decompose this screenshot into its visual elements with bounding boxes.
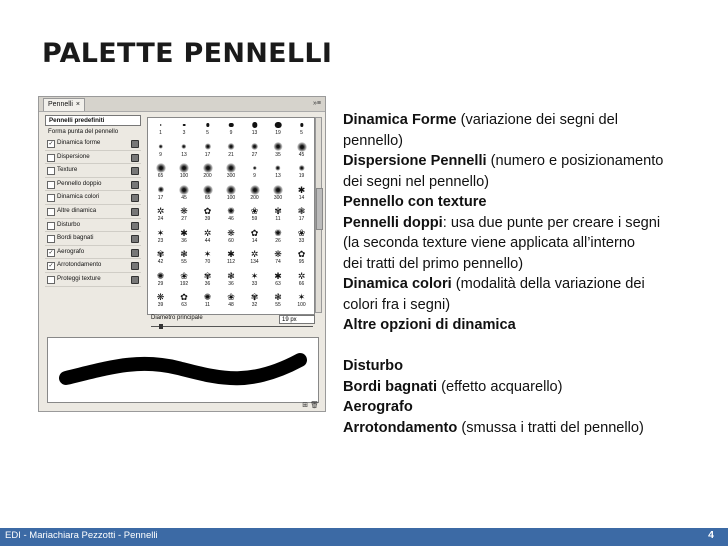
close-icon[interactable]: × — [75, 101, 81, 108]
text-line: Dinamica colori (modalità della variazione dei — [343, 276, 645, 292]
brush-preset[interactable] — [243, 142, 266, 158]
brush-shape-icon: ✺ — [274, 227, 282, 238]
brush-size-label: 100 — [297, 302, 306, 308]
lock-icon[interactable] — [131, 222, 139, 230]
brush-preset[interactable] — [149, 206, 172, 222]
brush-size-label: 60 — [228, 237, 234, 244]
panel-menu-icon[interactable]: »≡ — [313, 100, 321, 107]
brush-size-label: 100 — [179, 173, 189, 179]
brush-preset[interactable] — [196, 120, 219, 136]
brush-size-label: 300 — [273, 194, 283, 201]
option-item[interactable] — [45, 273, 141, 287]
brush-preset[interactable] — [149, 120, 172, 136]
brush-size-label: 112 — [227, 259, 235, 265]
brush-tip-icon — [274, 142, 283, 151]
brush-size-label: 59 — [251, 216, 258, 222]
option-label: Bordi bagnati — [57, 234, 94, 242]
brush-tip-icon — [275, 122, 282, 129]
brush-size-label: 32 — [251, 302, 258, 308]
panel-tab-bar — [39, 97, 325, 112]
brush-preset[interactable] — [220, 120, 243, 136]
brush-preset[interactable] — [173, 271, 196, 287]
brush-size-label: 33 — [298, 237, 305, 244]
text-line: Pennelli doppi: usa due punte per creare i segni — [343, 214, 661, 231]
option-label: Texture — [57, 166, 78, 174]
brush-tip-icon — [157, 186, 163, 192]
option-checkbox[interactable]: ✓ — [48, 249, 54, 256]
brush-preset[interactable] — [196, 271, 219, 287]
tip-shape-item[interactable]: Forma punta del pennello — [48, 128, 119, 135]
option-item[interactable] — [45, 151, 141, 165]
brush-shape-icon: ❃ — [227, 270, 235, 281]
text-line: Dinamica Forme (variazione dei segni del — [343, 112, 618, 128]
brush-size-label: 95 — [298, 259, 305, 265]
brush-shape-icon: ❀ — [227, 292, 235, 302]
brush-size-label: 44 — [204, 237, 211, 244]
brush-preset[interactable] — [149, 292, 172, 308]
brush-size-label: 45 — [298, 151, 305, 158]
brush-size-label: 14 — [251, 237, 258, 244]
brush-size-label: 74 — [275, 259, 281, 265]
brush-preset[interactable] — [220, 206, 243, 222]
brush-size-label: 13 — [251, 130, 258, 136]
brush-preset[interactable] — [220, 142, 243, 158]
brush-tip-icon — [179, 163, 189, 173]
brush-preset[interactable] — [220, 249, 243, 265]
lock-icon[interactable] — [131, 262, 139, 270]
brush-tip-icon — [300, 123, 303, 126]
brush-preset[interactable] — [173, 292, 196, 308]
brush-preset[interactable] — [243, 271, 266, 287]
brush-shape-icon: ✲ — [203, 227, 212, 238]
description-text — [343, 110, 713, 438]
brush-preset[interactable] — [173, 185, 196, 201]
option-checkbox[interactable] — [47, 222, 55, 230]
brush-preset[interactable] — [149, 142, 172, 158]
brush-size-label: 17 — [204, 151, 211, 158]
brush-size-label: 5 — [206, 130, 209, 136]
brush-tip-icon — [251, 143, 259, 151]
brush-shape-icon: ❀ — [250, 206, 259, 216]
text-line: Arrotondamento (smussa i tratti del pennello) — [343, 419, 644, 436]
brush-shape-icon: ✺ — [227, 206, 235, 216]
brush-size-label: 39 — [204, 216, 211, 222]
brush-size-label: 24 — [157, 216, 164, 222]
brush-shape-icon: ❀ — [297, 227, 306, 238]
brush-preset[interactable] — [243, 292, 266, 308]
text-line: Bordi bagnati (effetto acquarello) — [343, 378, 563, 395]
brush-tip-icon — [156, 163, 166, 173]
brush-preset[interactable] — [173, 206, 196, 222]
brush-size-label: 45 — [181, 194, 187, 201]
brush-size-label: 134 — [250, 259, 259, 265]
brush-shape-icon: ✶ — [156, 227, 165, 238]
brush-preset[interactable] — [173, 120, 196, 136]
brush-size-label: 36 — [181, 237, 187, 244]
brush-preset[interactable] — [290, 163, 313, 179]
brush-tip-icon — [250, 185, 260, 195]
brush-tip-icon — [297, 142, 307, 152]
option-item[interactable] — [45, 205, 141, 219]
text-line: (la seconda texture viene applicata all’interno — [343, 235, 636, 251]
brush-preset[interactable] — [196, 185, 219, 201]
brush-shape-icon: ✲ — [156, 206, 165, 216]
text-line: Disturbo — [343, 358, 403, 374]
option-item[interactable] — [45, 137, 141, 151]
brush-preset[interactable] — [196, 249, 219, 265]
brush-size-label: 27 — [181, 216, 187, 222]
brush-size-label: 11 — [204, 302, 211, 308]
brush-size-label: 27 — [251, 151, 258, 158]
brush-size-label: 65 — [157, 173, 164, 179]
brush-preset-grid — [147, 117, 315, 315]
brush-size-label: 21 — [228, 151, 234, 158]
brush-preset[interactable] — [220, 292, 243, 308]
brush-preset[interactable] — [267, 228, 290, 244]
brush-size-label: 3 — [182, 130, 186, 136]
text-line: Dispersione Pennelli (numero e posizionamento — [343, 153, 664, 169]
brush-tip-icon — [204, 143, 210, 149]
brush-size-label: 36 — [228, 280, 234, 287]
text-line: colori fra i segni) — [343, 296, 451, 313]
text-line: Pennello con texture — [343, 194, 487, 210]
brush-size-label: 55 — [181, 259, 187, 265]
brush-tip-icon — [252, 166, 257, 171]
brush-tip-icon — [179, 185, 189, 195]
brush-size-label: 1 — [159, 130, 162, 136]
option-checkbox[interactable] — [47, 167, 55, 175]
brush-preset[interactable] — [149, 228, 172, 244]
lock-icon[interactable] — [131, 154, 139, 162]
brush-shape-icon: ✾ — [250, 292, 259, 302]
brush-shape-icon: ❃ — [180, 249, 188, 259]
lock-icon[interactable] — [131, 167, 139, 175]
brush-tip-icon — [226, 185, 236, 195]
brush-size-label: 46 — [228, 216, 234, 222]
brush-shape-icon: ✿ — [250, 227, 259, 238]
brush-size-label: 9 — [229, 130, 233, 136]
brush-size-label: 48 — [228, 302, 234, 308]
brush-preset[interactable] — [243, 228, 266, 244]
brush-preset[interactable] — [243, 206, 266, 222]
brush-size-label: 36 — [204, 280, 211, 287]
brush-shape-icon: ❀ — [180, 270, 188, 281]
option-checkbox[interactable] — [47, 276, 55, 284]
lock-icon[interactable] — [131, 181, 139, 189]
brush-shape-icon: ✿ — [203, 206, 212, 216]
brush-tip-icon — [206, 123, 209, 126]
option-checkbox[interactable] — [47, 154, 55, 162]
brush-tip-icon — [160, 124, 162, 126]
brush-preset[interactable] — [290, 292, 313, 308]
option-item[interactable] — [45, 164, 141, 178]
lock-icon[interactable] — [131, 276, 139, 284]
brush-preset[interactable] — [220, 271, 243, 287]
option-label: Arrotondamento — [57, 261, 102, 269]
brush-tip-icon — [203, 185, 213, 195]
brush-tip-icon — [228, 143, 235, 150]
text-line: pennello) — [343, 132, 404, 149]
brush-size-label: 5 — [300, 130, 303, 136]
brush-tip-icon — [252, 122, 257, 127]
text-line: Aerografo — [343, 399, 413, 415]
brush-preset[interactable] — [290, 271, 313, 287]
brush-shape-icon: ✾ — [203, 270, 212, 281]
brush-shape-icon: ❋ — [274, 249, 282, 259]
brush-shape-icon: ✱ — [180, 227, 188, 238]
diameter-label: Diametro principale — [151, 315, 203, 321]
tab-label: Pennelli — [48, 101, 73, 108]
option-label: Proteggi texture — [57, 274, 101, 282]
option-label: Dinamica colori — [57, 193, 100, 201]
brush-preset[interactable] — [243, 163, 266, 179]
brush-preset[interactable] — [267, 142, 290, 158]
brush-shape-icon: ✺ — [156, 270, 165, 281]
option-label: Altre dinamica — [57, 206, 97, 214]
brush-size-label: 13 — [181, 151, 187, 158]
page-number: 4 — [708, 529, 714, 541]
brush-shape-icon: ✿ — [297, 249, 306, 259]
brush-size-label: 14 — [298, 194, 305, 201]
brush-size-label: 19 — [298, 173, 305, 179]
brush-tip-icon — [181, 144, 186, 149]
brush-preset[interactable] — [173, 228, 196, 244]
brush-preset[interactable] — [149, 163, 172, 179]
brush-size-label: 65 — [204, 194, 211, 201]
brush-shape-icon: ✿ — [180, 292, 188, 302]
diameter-slider-thumb[interactable] — [159, 324, 163, 329]
brush-tip-icon — [273, 185, 283, 195]
brush-size-label: 63 — [275, 280, 281, 287]
brush-preset[interactable] — [196, 228, 219, 244]
footer-bar — [0, 528, 728, 546]
brush-size-label: 29 — [157, 280, 164, 287]
brush-shape-icon: ✲ — [297, 270, 306, 281]
brush-size-label: 192 — [179, 280, 189, 287]
scroll-thumb[interactable] — [316, 188, 323, 230]
brush-tip-icon — [298, 165, 305, 172]
option-item[interactable] — [45, 246, 141, 260]
brush-preset[interactable] — [267, 120, 290, 136]
brush-size-label: 200 — [250, 194, 259, 201]
brush-preset[interactable] — [290, 228, 313, 244]
text-line: Altre opzioni di dinamica — [343, 317, 516, 333]
brush-preset[interactable] — [290, 249, 313, 265]
brush-shape-icon: ❋ — [227, 227, 235, 238]
lock-icon[interactable] — [131, 208, 139, 216]
lock-icon[interactable] — [131, 194, 139, 202]
grid-scrollbar[interactable] — [315, 117, 322, 313]
brush-shape-icon: ✾ — [156, 249, 165, 259]
brush-preset[interactable] — [149, 185, 172, 201]
brush-size-label: 26 — [275, 237, 281, 244]
option-checkbox[interactable] — [47, 181, 55, 189]
brush-shape-icon: ❃ — [274, 292, 282, 302]
brush-preset[interactable] — [220, 163, 243, 179]
brush-size-label: 9 — [253, 173, 256, 179]
brush-preset[interactable] — [149, 271, 172, 287]
slide-title: PALETTE PENNELLI — [42, 38, 333, 69]
brush-shape-icon: ✱ — [227, 249, 235, 259]
brush-size-label: 23 — [157, 237, 164, 244]
brush-size-label: 17 — [157, 194, 164, 201]
brush-shape-icon: ✾ — [274, 206, 282, 216]
brush-preset[interactable] — [290, 185, 313, 201]
brush-options-list — [45, 115, 141, 287]
brush-size-label: 42 — [157, 259, 164, 265]
brush-shape-icon: ❋ — [180, 206, 188, 216]
brush-preset[interactable] — [196, 142, 219, 158]
brush-size-label: 300 — [226, 173, 236, 179]
option-item[interactable] — [45, 191, 141, 205]
brush-preset[interactable] — [243, 249, 266, 265]
option-item[interactable] — [45, 259, 141, 273]
brush-preset[interactable] — [173, 142, 196, 158]
option-checkbox[interactable] — [47, 235, 55, 243]
brush-size-label: 39 — [157, 302, 164, 308]
brush-shape-icon: ✶ — [297, 292, 306, 302]
brush-preset[interactable] — [267, 163, 290, 179]
brush-tip-icon — [158, 144, 163, 149]
presets-item[interactable]: Pennelli predefiniti — [45, 115, 141, 126]
option-label: Dispersione — [57, 152, 90, 160]
brush-shape-icon: ❃ — [297, 206, 306, 216]
option-item[interactable] — [45, 232, 141, 246]
brush-tip-icon — [229, 123, 234, 128]
lock-icon[interactable] — [131, 249, 139, 257]
diameter-input[interactable]: 19 px — [279, 315, 315, 324]
option-checkbox[interactable]: ✓ — [48, 141, 54, 147]
panel-bottom-icons[interactable]: ⊞ 🗑 — [302, 402, 319, 409]
brush-preset[interactable] — [220, 185, 243, 201]
brush-preset[interactable] — [267, 249, 290, 265]
lock-icon[interactable] — [131, 235, 139, 243]
brush-preset[interactable] — [173, 163, 196, 179]
tab-pennelli[interactable] — [43, 98, 85, 111]
brush-size-label: 19 — [275, 130, 281, 136]
brush-size-label: 66 — [298, 280, 305, 287]
brush-size-label: 100 — [226, 194, 236, 201]
brush-size-label: 55 — [275, 302, 281, 308]
brush-preset[interactable] — [243, 185, 266, 201]
brush-size-label: 13 — [275, 173, 281, 179]
brush-shape-icon: ✶ — [250, 270, 259, 281]
brush-size-label: 35 — [275, 151, 281, 158]
brush-shape-icon: ✱ — [274, 270, 282, 281]
option-checkbox[interactable] — [47, 194, 55, 202]
brush-preset[interactable] — [290, 206, 313, 222]
brush-preset[interactable] — [196, 206, 219, 222]
brush-preset[interactable] — [290, 120, 313, 136]
brush-shape-icon: ✲ — [250, 249, 259, 259]
brush-preset[interactable] — [243, 120, 266, 136]
brush-size-label: 11 — [275, 216, 281, 222]
brush-preset[interactable] — [220, 228, 243, 244]
brush-preset[interactable] — [196, 163, 219, 179]
brush-preset[interactable] — [267, 185, 290, 201]
option-label: Pennello doppio — [57, 179, 102, 187]
brush-preset[interactable] — [290, 142, 313, 158]
brush-preset[interactable] — [267, 271, 290, 287]
brush-shape-icon: ✶ — [203, 249, 212, 259]
brush-shape-icon: ❋ — [156, 292, 165, 302]
option-label: Disturbo — [57, 220, 81, 228]
brush-size-label: 63 — [181, 302, 187, 308]
brush-shape-icon: ✱ — [297, 184, 306, 195]
brushes-panel — [38, 96, 326, 412]
option-item[interactable] — [45, 219, 141, 233]
brush-preset[interactable] — [267, 206, 290, 222]
footer-credit: EDI - Mariachiara Pezzotti - Pennelli — [5, 530, 158, 541]
brush-size-label: 33 — [251, 280, 258, 287]
brush-tip-icon — [203, 163, 213, 173]
brush-preset[interactable] — [267, 292, 290, 308]
brush-preset[interactable] — [149, 249, 172, 265]
option-checkbox[interactable]: ✓ — [48, 263, 54, 270]
brush-preset[interactable] — [173, 249, 196, 265]
option-item[interactable] — [45, 178, 141, 192]
option-checkbox[interactable] — [47, 208, 55, 216]
stroke-preview — [47, 337, 319, 403]
brush-shape-icon: ✺ — [203, 292, 212, 302]
text-line: dei tratti del primo pennello) — [343, 255, 524, 272]
brush-size-label: 70 — [204, 259, 211, 265]
option-label: Aerografo — [57, 247, 85, 255]
option-label: Dinamica forme — [57, 139, 101, 146]
text-line: dei segni nel pennello) — [343, 173, 490, 190]
brush-size-label: 9 — [159, 151, 162, 158]
brush-preset[interactable] — [196, 292, 219, 308]
brush-tip-icon — [226, 163, 236, 173]
brush-size-label: 200 — [203, 173, 212, 179]
diameter-slider-track[interactable] — [151, 326, 313, 327]
brush-tip-icon — [275, 165, 280, 170]
stroke-preview-svg — [48, 338, 318, 402]
lock-icon[interactable] — [131, 140, 139, 148]
brush-tip-icon — [183, 124, 186, 127]
brush-size-label: 17 — [298, 216, 305, 222]
